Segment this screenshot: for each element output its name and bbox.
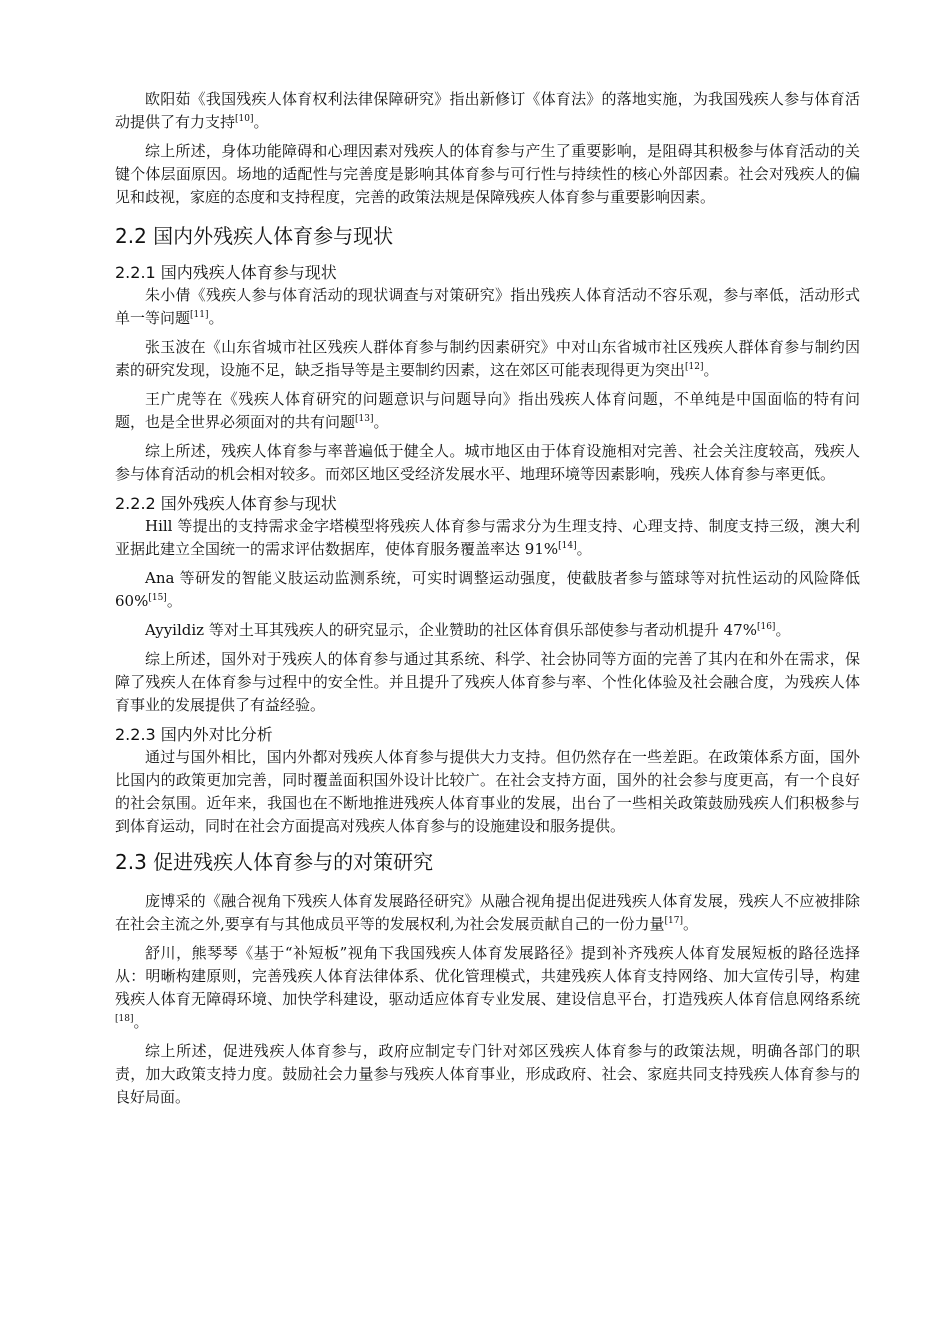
paragraph xyxy=(115,388,860,434)
citation: [16] xyxy=(756,622,776,632)
paragraph xyxy=(115,284,860,330)
paragraph-text: 朱小倩《残疾人参与体育活动的现状调查与对策研究》指出残疾人体育活动不容乐观，参与率低，活动形式单一等问题 xyxy=(115,286,860,327)
paragraph-text: 综上所述，国外对于残疾人的体育参与通过其系统、科学、社会协同等方面的完善了其内在和外在需求，保障了残疾人在体育参与过程中的安全性。并且提升了残疾人体育参与率、个性化体验及社会融合度，为残疾人体育事业的发展提供了有益经验。 xyxy=(115,650,860,714)
paragraph xyxy=(115,88,860,134)
citation: [17] xyxy=(664,916,684,926)
paragraph xyxy=(115,140,860,209)
citation: [13] xyxy=(355,414,374,424)
paragraph xyxy=(115,648,860,717)
paragraph-text: Hill 等提出的支持需求金字塔模型将残疾人体育参与需求分为生理支持、心理支持、制度支持三级，澳大利亚据此建立全国统一的需求评估数据库，使体育服务覆盖率达 91% xyxy=(115,517,860,558)
paragraph-tail: 。 xyxy=(133,1013,149,1031)
paragraph-text: Ayyildiz 等对土耳其残疾人的研究显示，企业赞助的社区体育俱乐部使参与者动机提升 47% xyxy=(145,621,757,639)
paragraph xyxy=(115,619,860,642)
paragraph-text: 舒川，熊琴琴《基于“补短板”视角下我国残疾人体育发展路径》提到补齐残疾人体育发展短板的路径选择从：明晰构建原则，完善残疾人体育法律体系、优化管理模式，共建残疾人体育支持网络、加大宣传引导，构建残疾人体育无障碍环境、加快学科建设，驱动适应体育专业发展、建设信息平台，打造残疾人体育信息网络系统 xyxy=(115,944,860,1008)
section-heading-2-2: 2.2 国内外残疾人体育参与现状 xyxy=(115,224,394,248)
paragraph-tail: 。 xyxy=(775,621,791,639)
paragraph xyxy=(115,567,860,613)
citation: [18] xyxy=(115,1014,134,1024)
citation: [14] xyxy=(558,541,577,551)
section-heading-2-3: 2.3 促进残疾人体育参与的对策研究 xyxy=(115,850,434,874)
paragraph-tail: 。 xyxy=(166,592,182,610)
paragraph-text: 通过与国外相比，国内外都对残疾人体育参与提供大力支持。但仍然存在一些差距。在政策体系方面，国外比国内的政策更加完善，同时覆盖面积国外设计比较广。在社会支持方面，国外的社会参与度更高，有一个良好的社会氛围。近年来，我国也在不断地推进残疾人体育事业的发展，出台了一些相关政策鼓励残疾人们积极参与到体育运动，同时在社会方面提高对残疾人体育参与的设施建设和服务提供。 xyxy=(115,748,860,835)
paragraph-text: 综上所述，身体功能障碍和心理因素对残疾人的体育参与产生了重要影响，是阻碍其积极参与体育活动的关键个体层面原因。场地的适配性与完善度是影响其体育参与可行性与持续性的核心外部因素。社会对残疾人的偏见和歧视，家庭的态度和支持程度，完善的政策法规是保障残疾人体育参与重要影响因素。 xyxy=(115,142,860,206)
paragraph xyxy=(115,890,860,936)
paragraph-text: 综上所述，促进残疾人体育参与，政府应制定专门针对郊区残疾人体育参与的政策法规，明确各部门的职责，加大政策支持力度。鼓励社会力量参与残疾人体育事业，形成政府、社会、家庭共同支持残疾人体育参与的良好局面。 xyxy=(115,1042,860,1106)
paragraph-tail: 。 xyxy=(703,361,719,379)
paragraph xyxy=(115,515,860,561)
paragraph xyxy=(115,440,860,486)
paragraph-text: 综上所述，残疾人体育参与率普遍低于健全人。城市地区由于体育设施相对完善、社会关注度较高，残疾人参与体育活动的机会相对较多。而郊区地区受经济发展水平、地理环境等因素影响，残疾人体育参与率更低。 xyxy=(115,442,860,483)
paragraph-tail: 。 xyxy=(208,309,224,327)
citation: [11] xyxy=(190,310,209,320)
paragraph-tail: 。 xyxy=(683,915,699,933)
paragraph-text: 庞博采的《融合视角下残疾人体育发展路径研究》从融合视角提出促进残疾人体育发展，残疾人不应被排除在社会主流之外,要享有与其他成员平等的发展权利,为社会发展贡献自己的一份力量 xyxy=(115,892,860,933)
paragraph xyxy=(115,336,860,382)
subsection-heading-2-2-3: 2.2.3 国内外对比分析 xyxy=(115,725,273,744)
paragraph-text: 王广虎等在《残疾人体育研究的问题意识与问题导向》指出残疾人体育问题，不单纯是中国面临的特有问题，也是全世界必须面对的共有问题 xyxy=(115,390,860,431)
citation: [15] xyxy=(148,593,167,603)
paragraph xyxy=(115,746,860,838)
paragraph xyxy=(115,942,860,1034)
paragraph-text: 欧阳茹《我国残疾人体育权利法律保障研究》指出新修订《体育法》的落地实施，为我国残疾人参与体育活动提供了有力支持 xyxy=(115,90,860,131)
subsection-heading-2-2-1: 2.2.1 国内残疾人体育参与现状 xyxy=(115,263,337,282)
subsection-heading-2-2-2: 2.2.2 国外残疾人体育参与现状 xyxy=(115,494,337,513)
paragraph-tail: 。 xyxy=(373,413,389,431)
paragraph-tail: 。 xyxy=(576,540,592,558)
paragraph-text: 张玉波在《山东省城市社区残疾人群体育参与制约因素研究》中对山东省城市社区残疾人群体育参与制约因素的研究发现，设施不足，缺乏指导等是主要制约因素，这在郊区可能表现得更为突出 xyxy=(115,338,860,379)
paragraph-tail: 。 xyxy=(253,113,269,131)
paragraph-text: Ana 等研发的智能义肢运动监测系统，可实时调整运动强度，使截肢者参与篮球等对抗性运动的风险降低 60% xyxy=(115,569,860,610)
citation: [12] xyxy=(685,362,704,372)
paragraph xyxy=(115,1040,860,1109)
citation: [10] xyxy=(235,114,254,124)
